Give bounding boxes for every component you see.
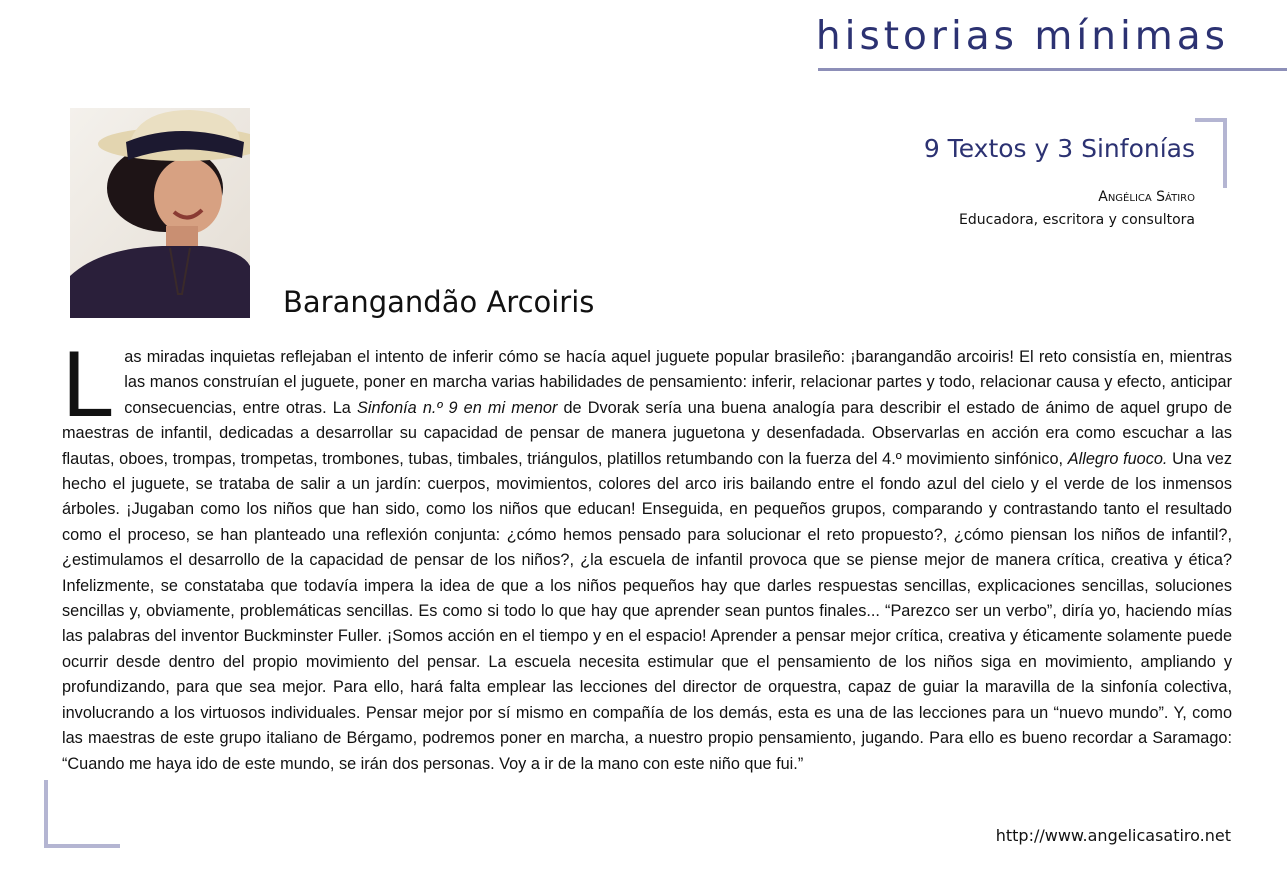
author-name: Angélica Sátiro	[1098, 189, 1195, 205]
section-title: historias mínimas	[815, 14, 1229, 59]
body-text-part-3: Una vez hecho el juguete, se trataba de salir a un jardín: cuerpos, movimientos, colores del arco iris bailando entre el fondo azul del cielo y el verde de los inmensos árboles. ¡Jugaban como los niños que han sido, como los niños que educan! Enseguida, en pequeños grupos, comparando y contrastando tanto el resultado como el proceso, se han planteado una reflexión conjunta: ¿cómo hemos pensado para solucionar el reto propuesto?, ¿cómo piensan los niños de infantil?, ¿estimulamos el desarrollo de la capacidad de pensar de los niños?, ¿la escuela de infantil provoca que se piense mejor de manera crítica, creativa y ética? Infelizmente, se constataba que todavía impera la idea de que a los niños pequeños hay que darles respuestas sencillas, explicaciones sencillas, soluciones sencillas y, obviamente, problemáticas sencillas. Es como si todo lo que hay que aprender sean puntos finales... “Parezco ser un verbo”, diría yo, haciendo mías las palabras del inventor Buckminster Fuller. ¡Somos acción en el tiempo y en el espacio! Aprender a pensar mejor crítica, creativa y éticamente solamente puede ocurrir desde dentro del propio movimiento del pensar. La escuela necesita estimular que el pensamiento de los niños siga en movimiento, ampliando y profundizando, para que sea mejor. Para ello, hará falta emplear las lecciones del director de orquestra, capaz de guiar la maravilla de la sinfonía colectiva, involucrando a los virtuosos individuales. Pensar mejor por sí mismo en compañía de los demás, esta es una de las lecciones para un “nuevo mundo”. Y, como las maestras de este grupo italiano de Bérgamo, podremos poner en marcha, a nuestro propio pensamiento, jugando. Para ello es bueno recordar a Saramago: “Cuando me haya ido de este mundo, se irán dos personas. Voy a ir de la mano con este niño que fui.”	[62, 449, 1232, 773]
body-text-part-1: as miradas inquietas reflejaban el intento de inferir cómo se hacía aquel juguete popular brasileño: ¡barangandão arcoiris! El reto consistía en, mientras las manos construían el juguete, poner en marcha varias habilidades de pensamiento: inferir, relacionar partes y todo, relacionar causa y efecto, anticipar consecuencias, entre otras. La	[124, 348, 1232, 417]
section-divider	[818, 68, 1287, 71]
body-text-part-2: de Dvorak sería una buena analogía para describir el estado de ánimo de aquel grupo de maestras de infantil, dedicadas a desarrollar su capacidad de pensar de manera juguetona y desenfadada. Observarlas en acción era como escuchar a las flautas, oboes, trompas, trompetas, trombones, tubas, timbales, triángulos, platillos retumbando con la fuerza del 4.º movimiento sinfónico,	[62, 398, 1233, 468]
body-italic-movement: Allegro fuoco.	[1067, 449, 1168, 468]
body-italic-symphony: Sinfonía n.º 9 en mi menor	[356, 398, 558, 417]
author-role: Educadora, escritora y consultora	[959, 212, 1195, 228]
story-title: Barangandão Arcoiris	[283, 285, 595, 319]
corner-bracket-top-right	[1195, 118, 1227, 188]
article-body	[62, 331, 1233, 777]
corner-bracket-bottom-left	[44, 780, 120, 848]
author-photo	[70, 108, 250, 318]
website-url: http://www.angelicasatiro.net	[995, 826, 1231, 845]
article-title: 9 Textos y 3 Sinfonías	[923, 134, 1195, 163]
drop-cap: L	[62, 331, 115, 436]
